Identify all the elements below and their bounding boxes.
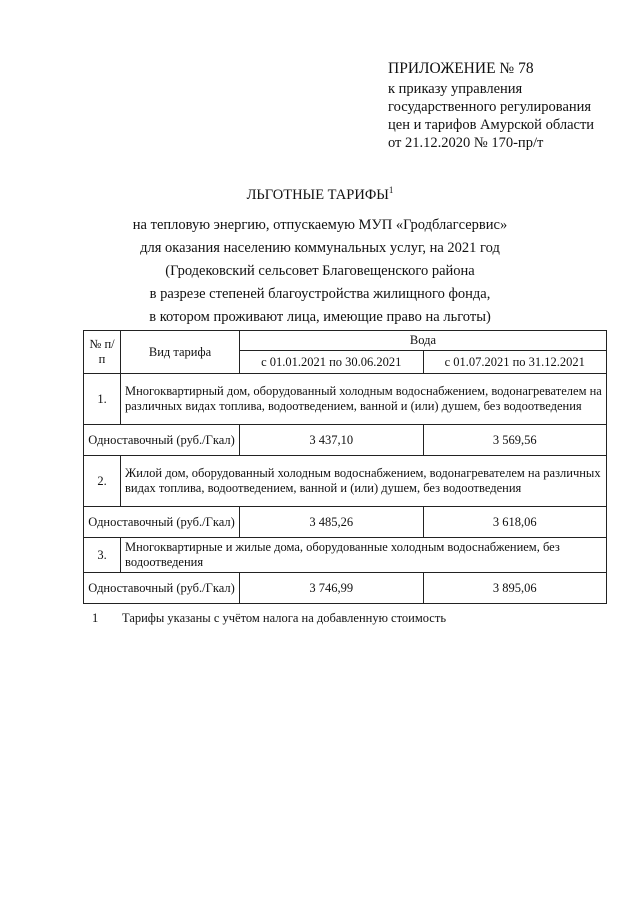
footnote: [92, 611, 446, 626]
table-row: [84, 456, 607, 507]
tariff-value: 3 569,56: [423, 425, 607, 456]
subtitle-line-5: в котором проживают лица, имеющие право на льготы): [149, 309, 491, 325]
housing-description: Многоквартирные и жилые дома, оборудованные холодным водоснабжением, без водоотведения: [121, 538, 607, 573]
subtitle-line-3: (Гродековский сельсовет Благовещенского района: [165, 263, 475, 279]
footnote-mark: 1: [92, 611, 99, 625]
tariff-value: 3 485,26: [240, 507, 424, 538]
table-row: [84, 374, 607, 425]
header-water: Вода: [240, 331, 607, 351]
tariff-value: 3 437,10: [240, 425, 424, 456]
tariff-type-cell: Одноставочный (руб./Гкал): [84, 507, 240, 538]
row-num: 1.: [84, 374, 121, 425]
tariff-value: 3 895,06: [423, 573, 607, 604]
header-tariff-type: Вид тарифа: [121, 331, 240, 374]
tariff-table: [83, 330, 607, 604]
document-title: [0, 187, 640, 204]
table-row: [84, 507, 607, 538]
tariff-type-cell: Одноставочный (руб./Гкал): [84, 573, 240, 604]
subtitle-line-1: на тепловую энергию, отпускаемую МУП «Гродблагсервис»: [132, 217, 508, 233]
header-period-1: с 01.01.2021 по 30.06.2021: [240, 351, 424, 374]
tariff-value: 3 746,99: [240, 573, 424, 604]
table-header-row: [84, 331, 607, 351]
order-date-line: от 21.12.2020 № 170-пр/т: [388, 135, 544, 151]
table-row: [84, 425, 607, 456]
appendix-number: ПРИЛОЖЕНИЕ № 78: [388, 60, 534, 77]
document-subtitle: [60, 214, 580, 329]
region-line: цен и тарифов Амурской области: [388, 117, 595, 133]
subtitle-line-4: в разрезе степеней благоустройства жилищного фонда,: [149, 286, 491, 302]
title-text: ЛЬГОТНЫЕ ТАРИФЫ: [246, 187, 389, 203]
appendix-header: [388, 60, 594, 152]
order-line: к приказу управления: [388, 81, 523, 97]
row-num: 2.: [84, 456, 121, 507]
table-row: [84, 573, 607, 604]
housing-description: Жилой дом, оборудованный холодным водоснабжением, водонагревателем на различных видах топлива, водоотведением, ванной и (или) душем, без водоотведения: [121, 456, 607, 507]
header-num: № п/п: [84, 331, 121, 374]
row-num: 3.: [84, 538, 121, 573]
footnote-text: Тарифы указаны с учётом налога на добавленную стоимость: [122, 611, 447, 625]
housing-description: Многоквартирный дом, оборудованный холодным водоснабжением, водонагревателем на различных видах топлива, водоотведением, ванной и (или) душем, без водоотведения: [121, 374, 607, 425]
table-row: [84, 538, 607, 573]
tariff-value: 3 618,06: [423, 507, 607, 538]
subtitle-line-2: для оказания населению коммунальных услуг, на 2021 год: [140, 240, 500, 256]
header-period-2: с 01.07.2021 по 31.12.2021: [423, 351, 607, 374]
title-footnote-mark: 1: [388, 185, 394, 195]
department-line: государственного регулирования: [388, 99, 592, 115]
tariff-type-cell: Одноставочный (руб./Гкал): [84, 425, 240, 456]
